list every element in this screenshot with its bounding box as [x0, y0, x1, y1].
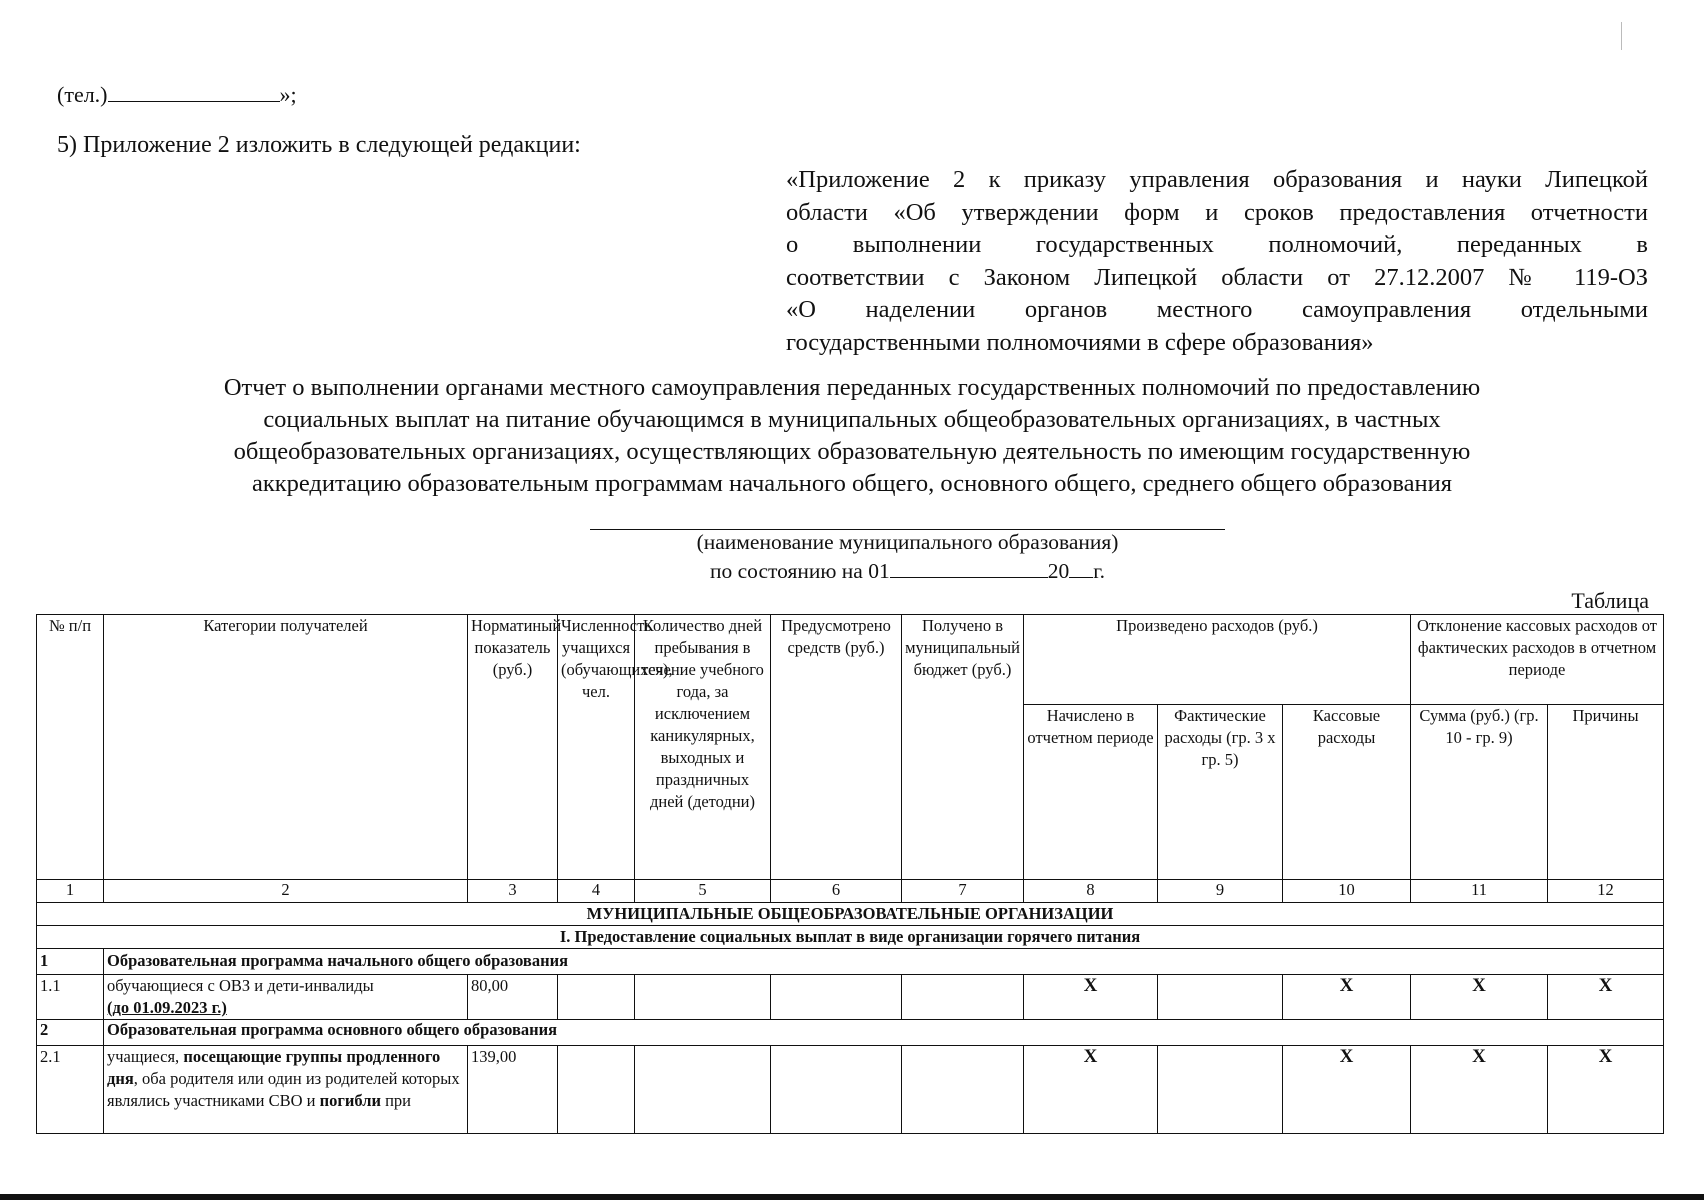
header-days: Количество дней пребывания в течение учебного года, за исключением каникулярных, выходных и праздничных дней (детодни) — [635, 615, 771, 880]
cell-actual[interactable] — [1158, 975, 1283, 1020]
cell-received[interactable] — [902, 1046, 1024, 1134]
report-title-line: аккредитацию образовательным программам начального общего, основного общего, среднего общего образования — [251, 470, 1453, 497]
report-title-line: социальных выплат на питание обучающимся в муниципальных общеобразовательных организациях, в частных — [263, 406, 1441, 433]
category-text: , оба родителя или один из родителей которых являлись участниками СВО и — [107, 1069, 460, 1110]
phone-suffix: »; — [279, 82, 297, 107]
report-title-line: Отчет о выполнении органами местного самоуправления переданных государственных полномочий по предоставлению — [223, 374, 1481, 401]
as-of-suffix: г. — [1093, 559, 1105, 583]
cell-x-mark: X — [1283, 975, 1411, 1020]
table-row — [37, 1046, 1664, 1134]
header-accrued: Начислено в отчетном периоде — [1024, 705, 1158, 880]
column-number: 1 — [37, 880, 104, 903]
phone-blank — [108, 83, 280, 102]
cell-x-mark: X — [1024, 1046, 1158, 1134]
cell-actual[interactable] — [1158, 1046, 1283, 1134]
row-norm: 80,00 — [468, 975, 558, 1020]
page-bottom-rule — [0, 1194, 1704, 1200]
annex-reference — [786, 164, 1648, 359]
category-bold: посещающие группы продленного дня — [107, 1047, 441, 1088]
category-text: обучающиеся с ОВЗ и дети-инвалиды — [107, 976, 374, 995]
header-cash: Кассовые расходы — [1283, 705, 1411, 880]
header-deviation-group: Отклонение кассовых расходов от фактических расходов в отчетном периоде — [1411, 615, 1664, 705]
header-deviation-sum: Сумма (руб.) (гр. 10 - гр. 9) — [1411, 705, 1548, 880]
group-num: 2 — [37, 1020, 104, 1046]
group-title: Образовательная программа основного общего образования — [104, 1020, 1664, 1046]
cell-count[interactable] — [558, 1046, 635, 1134]
as-of-date-line — [590, 559, 1225, 584]
cell-x-mark: X — [1024, 975, 1158, 1020]
group-row — [37, 1020, 1664, 1046]
report-title-line: общеобразовательных организациях, осуществляющих образовательную деятельность по имеющим государственную — [233, 438, 1471, 465]
column-number: 5 — [635, 880, 771, 903]
column-number: 11 — [1411, 880, 1548, 903]
year-blank — [1069, 561, 1093, 578]
column-number: 8 — [1024, 880, 1158, 903]
row-num: 2.1 — [37, 1046, 104, 1134]
column-number: 6 — [771, 880, 902, 903]
column-number: 9 — [1158, 880, 1283, 903]
annex-line: области «Об утверждении форм и сроков предоставления отчетности — [786, 198, 1648, 226]
cell-x-mark: X — [1411, 975, 1548, 1020]
group-row — [37, 949, 1664, 975]
header-reasons: Причины — [1548, 705, 1664, 880]
cell-x-mark: X — [1548, 975, 1664, 1020]
cell-planned[interactable] — [771, 1046, 902, 1134]
row-num: 1.1 — [37, 975, 104, 1020]
section-row — [37, 903, 1664, 926]
section-main-title: МУНИЦИПАЛЬНЫЕ ОБЩЕОБРАЗОВАТЕЛЬНЫЕ ОРГАНИЗАЦИИ — [37, 903, 1664, 926]
cell-x-mark: X — [1283, 1046, 1411, 1134]
phone-line — [57, 82, 297, 108]
cell-days[interactable] — [635, 975, 771, 1020]
header-norm: Норматиный показатель (руб.) — [468, 615, 558, 880]
cell-days[interactable] — [635, 1046, 771, 1134]
annex-line: соответствии с Законом Липецкой области от 27.12.2007 № 119-ОЗ — [786, 263, 1648, 291]
header-category: Категории получателей — [104, 615, 468, 880]
header-actual: Фактические расходы (гр. 3 х гр. 5) — [1158, 705, 1283, 880]
phone-prefix: (тел.) — [57, 82, 108, 107]
column-numbers-row — [37, 880, 1664, 903]
column-number: 2 — [104, 880, 468, 903]
month-blank — [890, 561, 1048, 578]
column-number: 3 — [468, 880, 558, 903]
table-label: Таблица — [1571, 588, 1649, 613]
section-row — [37, 926, 1664, 949]
category-bold: погибли — [319, 1091, 381, 1110]
group-title: Образовательная программа начального общего образования — [104, 949, 1664, 975]
as-of-prefix: по состоянию на 01 — [710, 559, 890, 583]
row-norm: 139,00 — [468, 1046, 558, 1134]
row-category — [104, 1046, 468, 1134]
cell-x-mark: X — [1548, 1046, 1664, 1134]
cell-received[interactable] — [902, 975, 1024, 1020]
cell-planned[interactable] — [771, 975, 902, 1020]
annex-line: «О наделении органов местного самоуправления отдельными — [786, 296, 1648, 323]
category-date: (до 01.09.2023 г.) — [107, 998, 227, 1017]
column-number: 7 — [902, 880, 1024, 903]
annex-line: государственными полномочиями в сфере образования» — [786, 328, 1374, 356]
cell-count[interactable] — [558, 975, 635, 1020]
category-text: при — [380, 1091, 411, 1110]
cell-x-mark: X — [1411, 1046, 1548, 1134]
annex-line: о выполнении государственных полномочий, переданных в — [786, 231, 1648, 258]
header-expenses-group: Произведено расходов (руб.) — [1024, 615, 1411, 705]
column-number: 12 — [1548, 880, 1664, 903]
category-text: учащиеся, — [107, 1047, 184, 1066]
annex-line: «Приложение 2 к приказу управления образования и науки Липецкой — [786, 166, 1648, 193]
report-table — [36, 614, 1664, 1134]
item-5-text: 5) Приложение 2 изложить в следующей редакции: — [57, 132, 581, 158]
group-num: 1 — [37, 949, 104, 975]
row-category — [104, 975, 468, 1020]
header-planned: Предусмотрено средств (руб.) — [771, 615, 902, 880]
column-number: 10 — [1283, 880, 1411, 903]
report-title — [60, 372, 1644, 500]
header-num: № п/п — [37, 615, 104, 880]
column-number: 4 — [558, 880, 635, 903]
municipality-label: (наименование муниципального образования) — [696, 530, 1119, 554]
section-1-title: I. Предоставление социальных выплат в виде организации горячего питания — [37, 926, 1664, 949]
header-received: Получено в муниципальный бюджет (руб.) — [902, 615, 1024, 880]
as-of-year: 20 — [1047, 559, 1070, 583]
header-count: Численность учащихся (обучающихся), чел. — [558, 615, 635, 880]
table-row — [37, 975, 1664, 1020]
page-edge-mark — [1621, 22, 1622, 50]
